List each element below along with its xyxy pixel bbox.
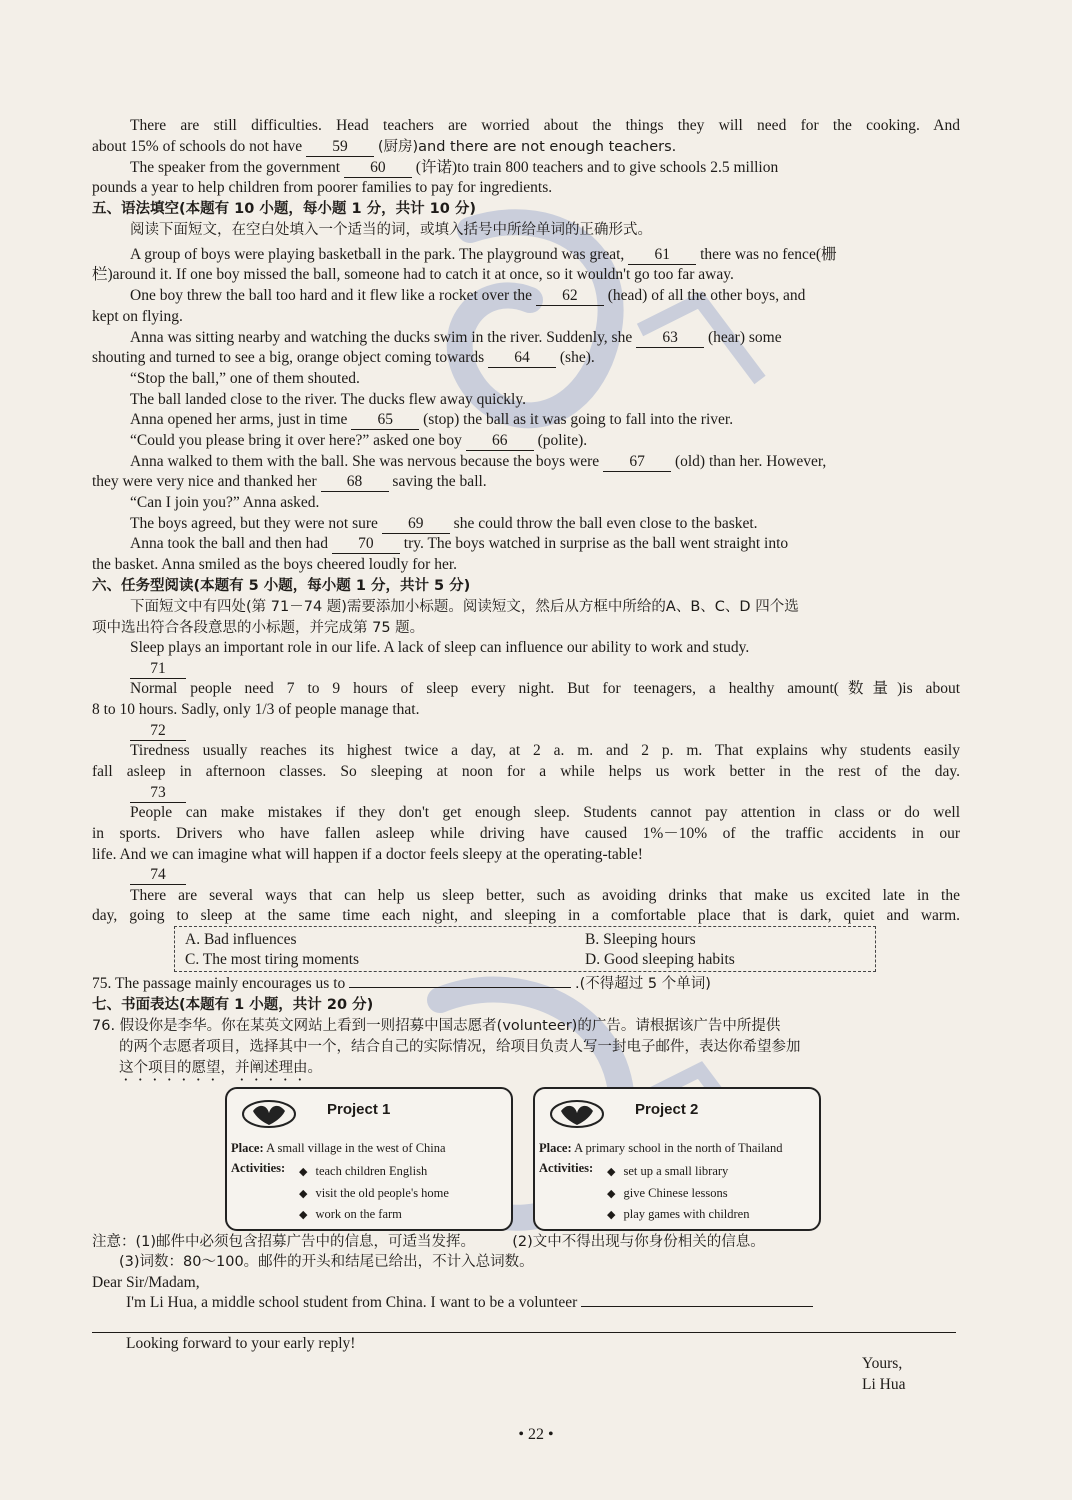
passage-line: The boys agreed, but they were not sure 69 she could throw the ball even close to the basket. <box>130 515 758 532</box>
letter-answer-input[interactable] <box>581 1306 813 1307</box>
letter-signoff: Yours, <box>862 1355 903 1372</box>
passage-line: they were very nice and thanked her 68 saving the ball. <box>92 473 487 490</box>
passage-line: One boy threw the ball too hard and it flew like a rocket over the 62 (head) of all the other boys, and <box>130 287 806 304</box>
project-title: Project 2 <box>635 1101 699 1118</box>
volunteer-logo-icon <box>549 1099 605 1129</box>
diamond-bullet-icon: ◆ <box>607 1209 616 1221</box>
option-b[interactable]: B. Sleeping hours <box>585 931 696 948</box>
passage-line: “Could you please bring it over here?” asked one boy 66 (polite). <box>130 432 588 449</box>
letter-closing: Looking forward to your early reply! <box>126 1335 356 1352</box>
answer-75-input[interactable] <box>349 987 571 988</box>
activity-item: ◆ set up a small library <box>607 1161 749 1183</box>
diamond-bullet-icon: ◆ <box>299 1166 308 1178</box>
question-76: 这个项目的愿望，并阐述理由。 <box>119 1060 322 1076</box>
passage-line: life. And we can imagine what will happen if a doctor feels sleepy at the operating-table! <box>92 846 643 863</box>
heading-blank-73[interactable]: 73 <box>130 783 186 803</box>
blank-59[interactable]: 59 <box>306 138 374 157</box>
section-instruction: 下面短文中有四处(第 71－74 题)需要添加小标题。阅读短文，然后从方框中所给的A、B、C、D 四个选 <box>130 599 799 615</box>
passage-line: People can make mistakes if they don't get enough sleep. Students cannot pay attention in class or do well <box>130 804 960 821</box>
passage-line: day, going to sleep at the same time each night, and sleeping in a comfortable place that is dark, quiet and warm. <box>92 907 960 924</box>
activities-list <box>299 1161 449 1226</box>
heading-blank-72[interactable]: 72 <box>130 721 186 741</box>
passage-line: “Can I join you?” Anna asked. <box>130 494 320 511</box>
passage-line: Anna took the ball and then had 70 try. The boys watched in surprise as the ball went straight into <box>130 535 789 552</box>
section-heading-5: 五、语法填空(本题有 10 小题，每小题 1 分，共计 10 分) <box>92 201 476 217</box>
question-75: 75. The passage mainly encourages us to .(不得超过 5 个单词) <box>92 975 711 992</box>
passage-line: The speaker from the government 60 (许诺)to train 800 teachers and to give schools 2.5 million <box>130 159 779 176</box>
passage-line: pounds a year to help children from poorer families to pay for ingredients. <box>92 179 553 196</box>
heading-blank-71[interactable]: 71 <box>130 659 186 679</box>
diamond-bullet-icon: ◆ <box>607 1187 616 1200</box>
passage-line: in sports. Drivers who have fallen asleep while driving have caused 1%－10% of the traffic accidents in our <box>92 825 960 842</box>
passage-line: The ball landed close to the river. The ducks flew away quickly. <box>130 391 526 408</box>
option-a[interactable]: A. Bad influences <box>185 931 297 948</box>
project-place: Place: A primary school in the north of Thailand <box>539 1141 783 1155</box>
heading-blank-74[interactable]: 74 <box>130 865 186 885</box>
passage-line: There are several ways that can help us sleep better, such as avoiding drinks that make us excited late in the <box>130 887 960 904</box>
blank-69[interactable]: 69 <box>382 515 450 534</box>
activity-item: ◆ teach children English <box>299 1161 449 1183</box>
note-line: (3)词数：80～100。邮件的开头和结尾已给出，不计入总词数。 <box>119 1254 534 1270</box>
activities-label: Activities: <box>231 1161 286 1175</box>
activities-label: Activities: <box>539 1161 594 1175</box>
blank-61[interactable]: 61 <box>628 246 696 265</box>
diamond-bullet-icon: ◆ <box>299 1187 308 1200</box>
passage-line: kept on flying. <box>92 308 183 325</box>
passage-line: about 15% of schools do not have 59 (厨房)and there are not enough teachers. <box>92 138 677 155</box>
page-number: • 22 • <box>518 1426 554 1443</box>
activity-item: ◆ give Chinese lessons <box>607 1183 749 1205</box>
option-c[interactable]: C. The most tiring moments <box>185 951 360 968</box>
option-d[interactable]: D. Good sleeping habits <box>585 951 735 968</box>
passage-line: There are still difficulties. Head teachers are worried about the things they will need for the cooking. And <box>130 117 960 134</box>
activities-list <box>607 1161 749 1226</box>
passage-line: shouting and turned to see a big, orange object coming towards 64 (she). <box>92 349 595 366</box>
activity-item: ◆ work on the farm <box>299 1204 449 1226</box>
options-box <box>174 926 876 972</box>
diamond-bullet-icon: ◆ <box>299 1209 308 1221</box>
diamond-bullet-icon: ◆ <box>607 1166 616 1178</box>
blank-60[interactable]: 60 <box>344 159 412 178</box>
volunteer-logo-icon <box>241 1099 297 1129</box>
question-76: 76. 假设你是李华。你在某英文网站上看到一则招募中国志愿者(volunteer)的广告。请根据该广告中所提供 <box>92 1018 781 1034</box>
passage-line: Tiredness usually reaches its highest twice a day, at 2 a. m. and 2 p. m. That explains why students easily <box>130 742 960 759</box>
blank-65[interactable]: 65 <box>351 411 419 430</box>
blank-62[interactable]: 62 <box>536 287 604 306</box>
blank-66[interactable]: 66 <box>466 432 534 451</box>
blank-68[interactable]: 68 <box>321 473 389 492</box>
project-place: Place: A small village in the west of China <box>231 1141 446 1155</box>
section-instruction: 项中选出符合各段意思的小标题，并完成第 75 题。 <box>92 620 425 636</box>
section-heading-7: 七、书面表达(本题有 1 小题，共计 20 分) <box>92 997 374 1013</box>
passage-line: A group of boys were playing basketball in the park. The playground was great, 61 there was no fence(栅 <box>130 246 837 263</box>
question-76: 的两个志愿者项目，选择其中一个，结合自己的实际情况，给项目负责人写一封电子邮件，表达你希望参加 <box>119 1039 801 1055</box>
passage-line: “Stop the ball,” one of them shouted. <box>130 370 360 387</box>
letter-name: Li Hua <box>862 1376 906 1393</box>
note-line: 注意：(1)邮件中必须包含招募广告中的信息，可适当发挥。 (2)文中不得出现与你身份相关的信息。 <box>92 1234 765 1250</box>
project-card-1 <box>225 1087 513 1231</box>
letter-greeting: Dear Sir/Madam, <box>92 1274 200 1291</box>
passage-line: fall asleep in afternoon classes. So sleeping at noon for a while helps us work better in the rest of the day. <box>92 763 960 780</box>
blank-63[interactable]: 63 <box>636 329 704 348</box>
passage-line: Anna was sitting nearby and watching the ducks swim in the river. Suddenly, she 63 (hear) some <box>130 329 782 346</box>
blank-64[interactable]: 64 <box>488 349 556 368</box>
passage-line: the basket. Anna smiled as the boys cheered loudly for her. <box>92 556 458 573</box>
passage-line: 8 to 10 hours. Sadly, only 1/3 of people manage that. <box>92 701 420 718</box>
passage-line: Anna opened her arms, just in time 65 (stop) the ball as it was going to fall into the river. <box>130 411 734 428</box>
section-heading-6: 六、任务型阅读(本题有 5 小题，每小题 1 分，共计 5 分) <box>92 578 471 594</box>
passage-line: Anna walked to them with the ball. She was nervous because the boys were 67 (old) than her. However, <box>130 453 827 470</box>
blank-70[interactable]: 70 <box>332 535 400 554</box>
activity-item: ◆ play games with children <box>607 1204 749 1226</box>
letter-opening: I'm Li Hua, a middle school student from China. I want to be a volunteer <box>126 1293 960 1313</box>
passage-line: Sleep plays an important role in our life. A lack of sleep can influence our ability to work and study. <box>130 639 750 656</box>
project-title: Project 1 <box>327 1101 391 1118</box>
section-instruction: 阅读下面短文，在空白处填入一个适当的词，或填入括号中所给单词的正确形式。 <box>130 222 652 238</box>
writing-line[interactable] <box>92 1332 956 1333</box>
project-card-2 <box>533 1087 821 1231</box>
passage-line: 栏)around it. If one boy missed the ball, someone had to catch it at once, so it wouldn't go too far away. <box>92 266 734 283</box>
passage-line: Normal people need 7 to 9 hours of sleep every night. But for teenagers, a healthy amount(数量)is about <box>130 680 960 697</box>
blank-67[interactable]: 67 <box>603 453 671 472</box>
activity-item: ◆ visit the old people's home <box>299 1183 449 1205</box>
